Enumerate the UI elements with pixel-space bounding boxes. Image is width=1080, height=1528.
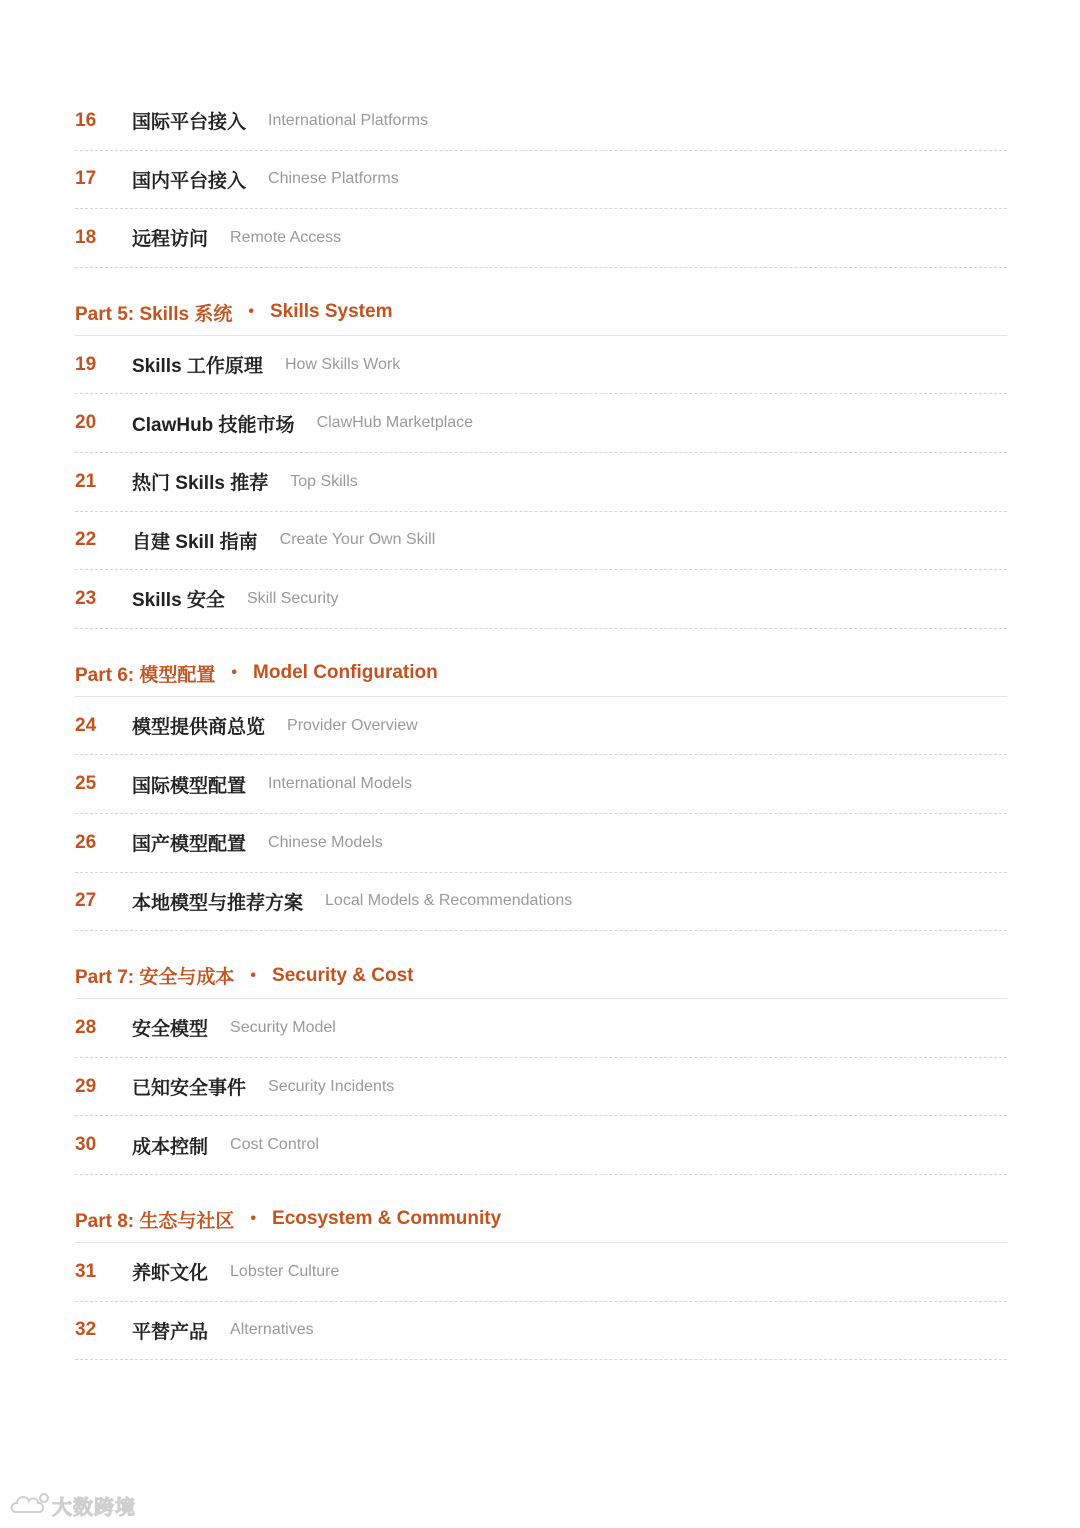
toc-entry[interactable] xyxy=(75,1243,1007,1302)
chapter-title-zh: 国内平台接入 xyxy=(132,170,247,192)
chapter-number: 24 xyxy=(75,714,97,736)
chapter-title-zh: 成本控制 xyxy=(132,1136,209,1158)
chapter-number: 17 xyxy=(75,168,97,190)
chapter-title-en: ClawHub Marketplace xyxy=(316,414,474,432)
chapter-number: 32 xyxy=(75,1319,97,1341)
chapter-title-en: Lobster Culture xyxy=(230,1262,340,1280)
chapter-number: 23 xyxy=(75,587,97,609)
part-heading[interactable] xyxy=(75,931,1007,999)
chapter-number: 29 xyxy=(75,1075,97,1097)
part-heading[interactable] xyxy=(75,1175,1007,1243)
chapter-title-zh: 自建 Skill 指南 xyxy=(132,531,258,553)
separator-dot: • xyxy=(231,664,238,682)
chapter-title-zh: 模型提供商总览 xyxy=(132,717,266,739)
chapter-number: 28 xyxy=(75,1016,97,1038)
chapter-title-en: Remote Access xyxy=(230,228,342,246)
chapter-title-en: International Models xyxy=(268,775,413,793)
chapter-title-en: Security Incidents xyxy=(268,1077,395,1095)
chapter-title-en: How Skills Work xyxy=(284,355,401,373)
chapter-title-en: Skill Security xyxy=(246,589,339,607)
chapter-title-zh: 国际平台接入 xyxy=(132,112,247,134)
toc-entry[interactable] xyxy=(75,697,1007,756)
chapter-number: 19 xyxy=(75,353,97,375)
chapter-title-zh: 平替产品 xyxy=(132,1321,209,1343)
chapter-title-zh: 已知安全事件 xyxy=(132,1078,247,1100)
chapter-title-en: Chinese Platforms xyxy=(268,170,399,188)
separator-dot: • xyxy=(250,966,257,984)
table-of-contents xyxy=(75,92,1007,1360)
chapter-number: 22 xyxy=(75,529,97,551)
part-heading[interactable] xyxy=(75,268,1007,336)
chapter-title-zh: 国际模型配置 xyxy=(132,775,247,797)
chapter-title-zh: Skills 工作原理 xyxy=(132,356,263,378)
toc-entry[interactable] xyxy=(75,873,1007,932)
chapter-number: 27 xyxy=(75,890,97,912)
toc-entry[interactable] xyxy=(75,1302,1007,1361)
chapter-title-en: Cost Control xyxy=(230,1136,319,1154)
chapter-title-zh: Skills 安全 xyxy=(132,590,225,612)
part-label: Part 7: 安全与成本 xyxy=(75,967,235,989)
chapter-title-en: International Platforms xyxy=(268,111,429,129)
part-english-title: Ecosystem & Community xyxy=(272,1208,502,1230)
chapter-title-zh: 养虾文化 xyxy=(132,1263,209,1285)
part-label: Part 6: 模型配置 xyxy=(75,664,216,686)
toc-entry[interactable] xyxy=(75,570,1007,629)
chapter-title-zh: 远程访问 xyxy=(132,229,209,251)
toc-entry[interactable] xyxy=(75,92,1007,151)
chapter-title-en: Create Your Own Skill xyxy=(279,531,436,549)
chapter-title-en: Provider Overview xyxy=(287,716,418,734)
toc-entry[interactable] xyxy=(75,814,1007,873)
chapter-title-en: Top Skills xyxy=(290,472,358,490)
separator-dot: • xyxy=(250,1210,257,1228)
chapter-title-en: Chinese Models xyxy=(268,833,383,851)
chapter-title-en: Alternatives xyxy=(230,1321,314,1339)
toc-entry[interactable] xyxy=(75,1116,1007,1175)
chapter-title-en: Security Model xyxy=(230,1018,336,1036)
separator-dot: • xyxy=(248,303,254,321)
chapter-title-zh: 本地模型与推荐方案 xyxy=(132,892,304,914)
chapter-number: 25 xyxy=(75,773,97,795)
toc-entry[interactable] xyxy=(75,151,1007,210)
toc-entry[interactable] xyxy=(75,394,1007,453)
part-english-title: Model Configuration xyxy=(253,662,438,684)
toc-entry[interactable] xyxy=(75,336,1007,395)
chapter-number: 21 xyxy=(75,470,97,492)
chapter-title-zh: 安全模型 xyxy=(132,1019,209,1041)
chapter-number: 31 xyxy=(75,1260,97,1282)
toc-entry[interactable] xyxy=(75,1058,1007,1117)
chapter-number: 18 xyxy=(75,226,97,248)
chapter-title-zh: 国产模型配置 xyxy=(132,834,247,856)
chapter-title-zh: 热门 Skills 推荐 xyxy=(132,473,269,495)
toc-entry[interactable] xyxy=(75,755,1007,814)
chapter-number: 30 xyxy=(75,1134,97,1156)
toc-entry[interactable] xyxy=(75,453,1007,512)
part-heading[interactable] xyxy=(75,629,1007,697)
chapter-number: 16 xyxy=(75,109,97,131)
watermark xyxy=(8,1490,136,1520)
toc-entry[interactable] xyxy=(75,209,1007,268)
toc-entry[interactable] xyxy=(75,999,1007,1058)
chapter-number: 20 xyxy=(75,412,97,434)
part-label: Part 5: Skills 系统 xyxy=(75,303,233,325)
part-english-title: Security & Cost xyxy=(272,964,414,986)
cloud-logo-icon xyxy=(8,1490,52,1520)
chapter-number: 26 xyxy=(75,831,97,853)
part-label: Part 8: 生态与社区 xyxy=(75,1210,235,1232)
chapter-title-zh: ClawHub 技能市场 xyxy=(132,414,295,436)
chapter-title-en: Local Models & Recommendations xyxy=(325,892,573,910)
toc-entry[interactable] xyxy=(75,512,1007,571)
watermark-text: 大数跨境 xyxy=(52,1496,136,1519)
part-english-title: Skills System xyxy=(269,301,393,323)
